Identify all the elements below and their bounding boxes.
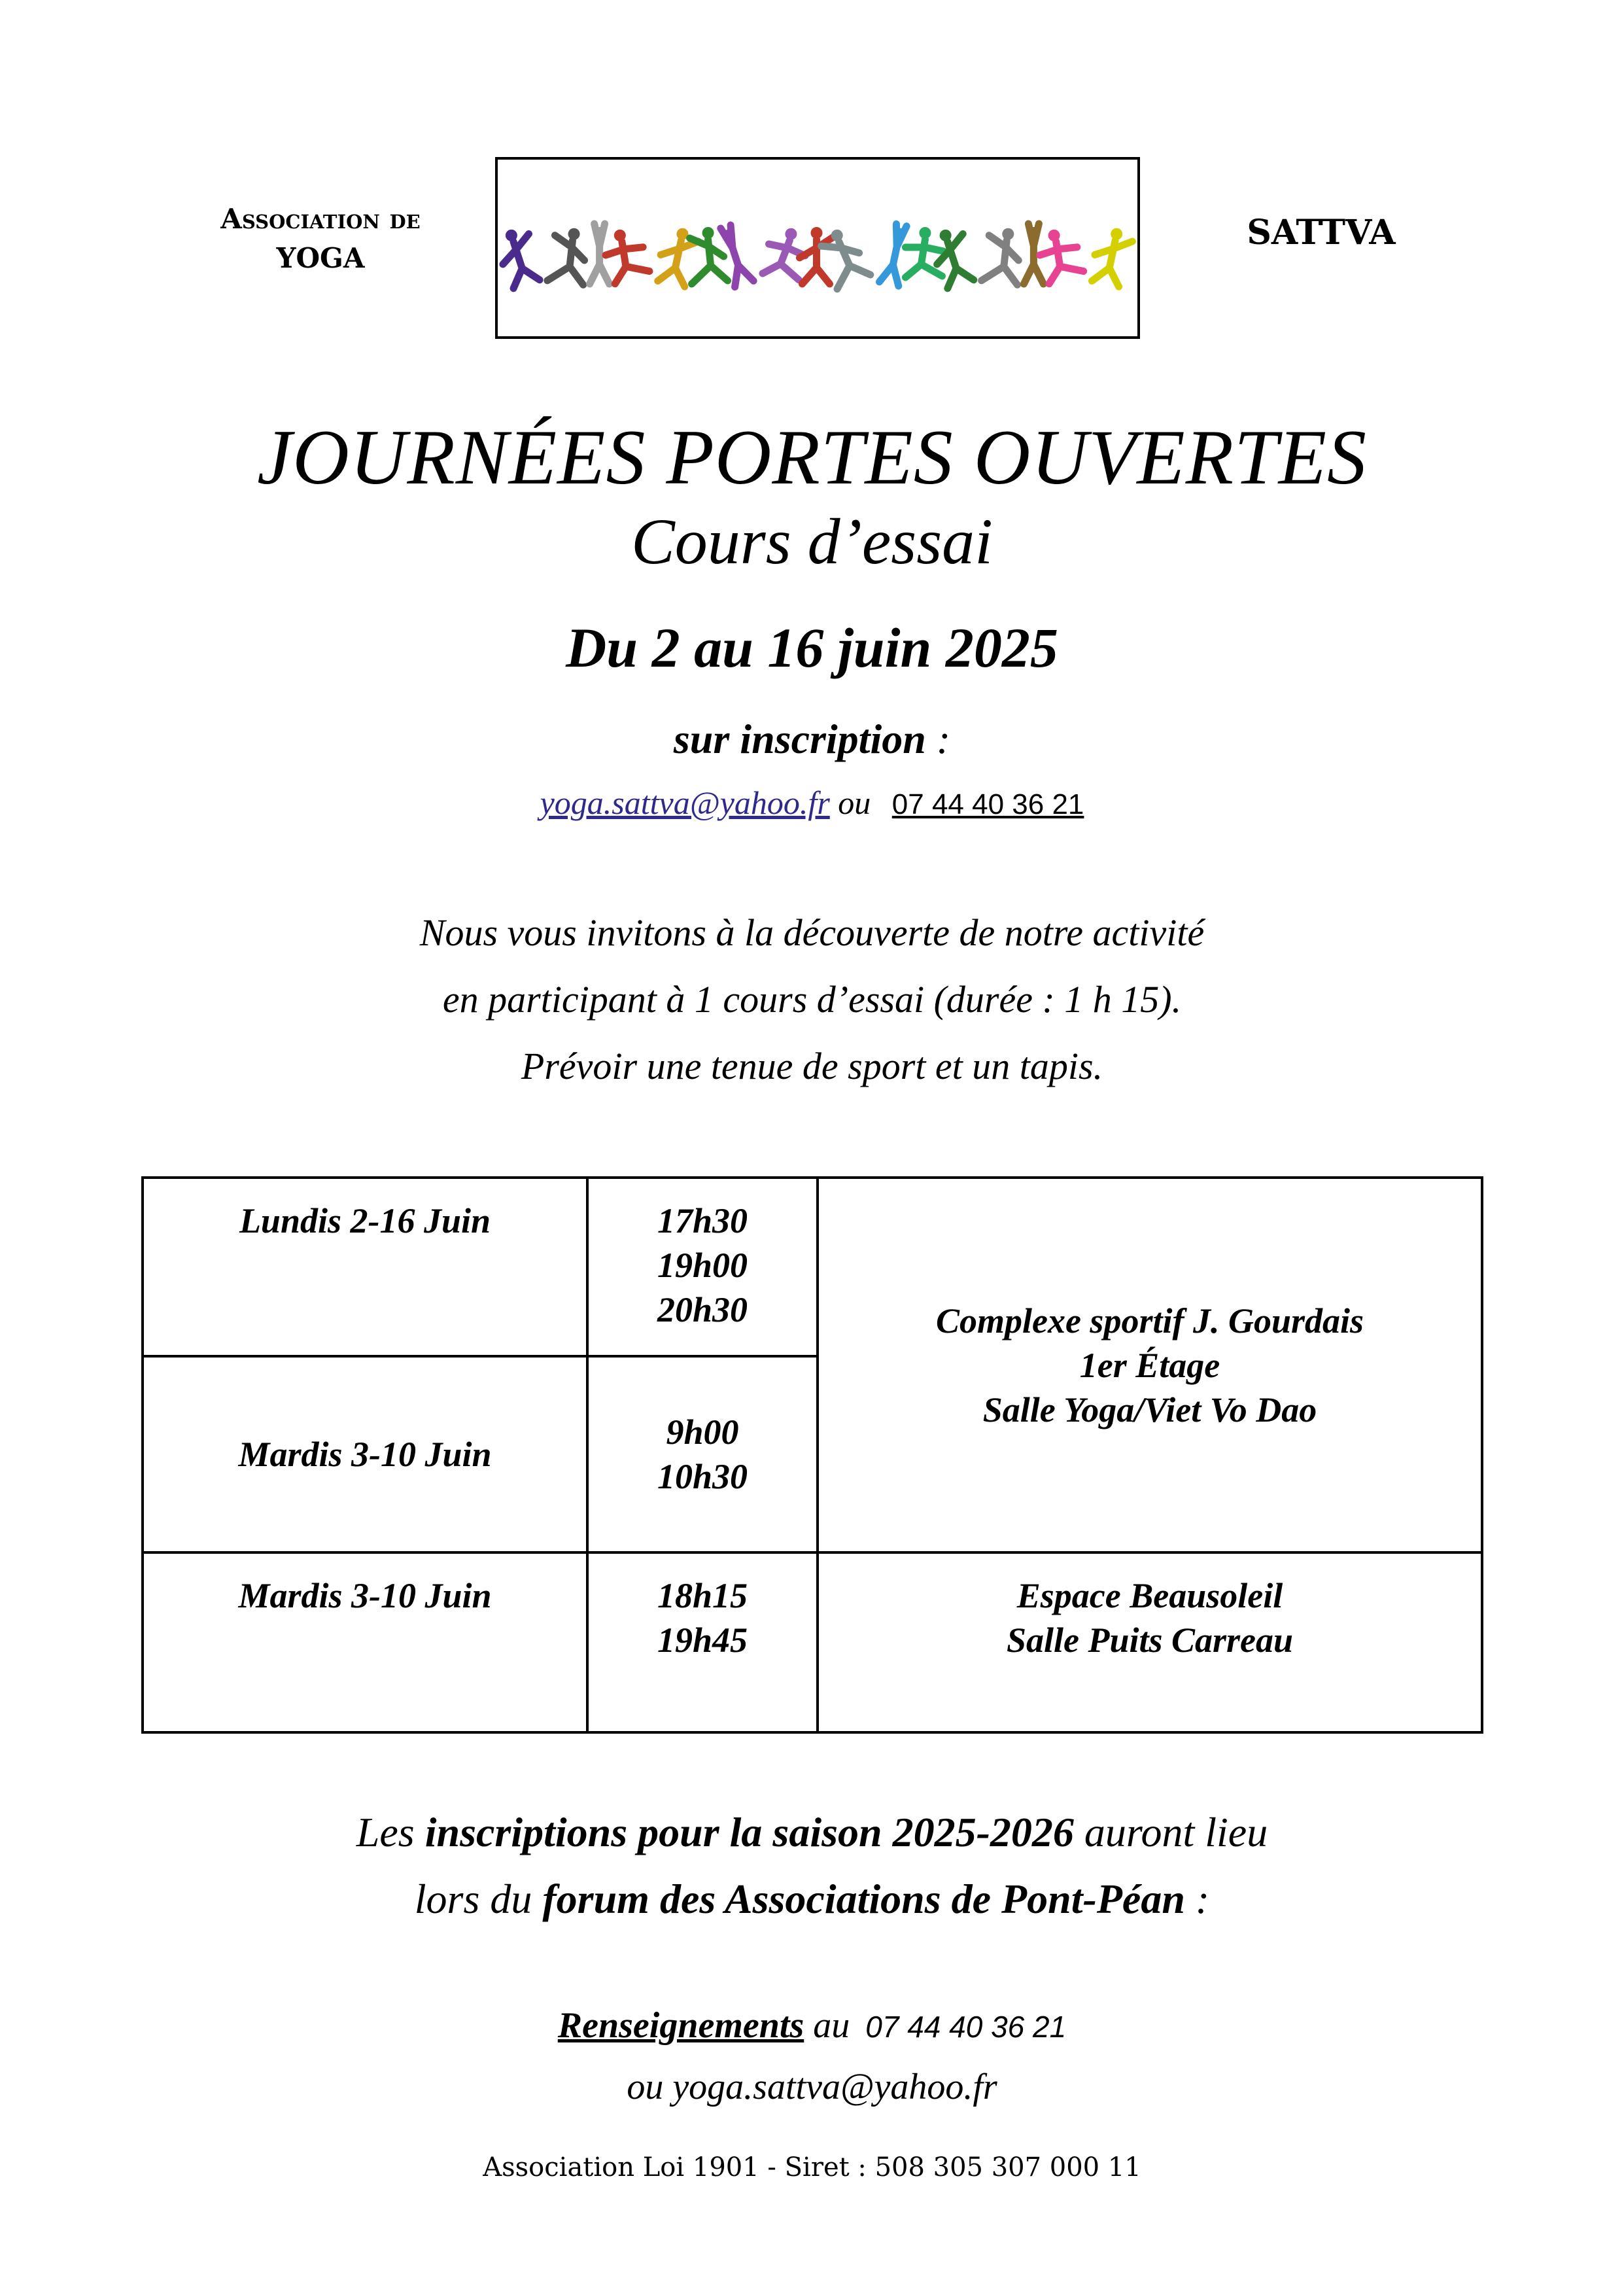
location-line: Espace Beausoleil (1016, 1576, 1283, 1615)
season-highlight: inscriptions pour la saison 2025-2026 (424, 1809, 1074, 1855)
location-line: 1er Étage (1079, 1345, 1220, 1385)
schedule-time: 18h15 (657, 1576, 748, 1615)
yoga-figure-icon (800, 227, 834, 284)
schedule-day: Lundis 2-16 Juin (143, 1178, 587, 1356)
text: auront lieu (1073, 1809, 1268, 1855)
footer-legal: Association Loi 1901 - Siret : 508 305 307 000 11 (483, 2152, 1141, 2182)
event-dates: Du 2 au 16 juin 2025 (566, 616, 1058, 679)
schedule-day: Mardis 3-10 Juin (143, 1552, 587, 1732)
email-link[interactable]: yoga.sattva@yahoo.fr (540, 784, 830, 821)
or-text: ou (829, 784, 879, 821)
yoga-figure-icon (905, 227, 943, 277)
yoga-figure-icon (980, 224, 1029, 288)
contact-label: Renseignements (557, 2005, 804, 2046)
association-line-2: YOGA (276, 242, 365, 274)
text: : (1184, 1876, 1210, 1922)
yoga-figures-logo (498, 160, 1137, 336)
location-line: Salle Puits Carreau (1006, 1621, 1294, 1660)
schedule-time: 17h30 (657, 1201, 748, 1240)
schedule-location (818, 1552, 1482, 1732)
intro-line: Nous vous invitons à la découverte de notre activité (419, 911, 1205, 954)
registration-line-2 (0, 1866, 1624, 1933)
contact-line-1 (0, 1995, 1624, 2057)
contact-info (0, 1995, 1624, 2117)
schedule-table (141, 1176, 1483, 1734)
forum-highlight: forum des Associations de Pont-Péan (542, 1876, 1185, 1922)
registration-line-1 (0, 1799, 1624, 1866)
location-line: Salle Yoga/Viet Vo Dao (982, 1390, 1317, 1429)
inscription-label: sur inscription (673, 716, 926, 762)
schedule-day: Mardis 3-10 Juin (143, 1356, 587, 1552)
registration-info (0, 1799, 1624, 1933)
yoga-figure-icon (1090, 224, 1135, 287)
page-title: JOURNÉES PORTES OUVERTES (256, 413, 1368, 500)
inscription-contact (0, 784, 1624, 822)
text: lors du (414, 1876, 543, 1922)
page-subtitle: Cours d’essai (631, 505, 993, 578)
text: au (804, 2005, 859, 2046)
schedule-time: 10h30 (657, 1457, 748, 1496)
yoga-figure-icon (927, 224, 977, 289)
contact-email-line: ou yoga.sattva@yahoo.fr (627, 2067, 997, 2107)
text: Les (356, 1809, 425, 1855)
schedule-time: 19h45 (657, 1621, 748, 1660)
association-line-1: Association de (220, 203, 421, 235)
inscription-colon: : (925, 716, 951, 762)
yoga-figure-icon (545, 224, 595, 288)
intro-line: Prévoir une tenue de sport et un tapis. (521, 1045, 1103, 1087)
phone-link[interactable]: 07 44 40 36 21 (891, 788, 1084, 820)
brand-name: SATTVA (1247, 213, 1396, 253)
location-line: Complexe sportif J. Gourdais (935, 1301, 1364, 1340)
schedule-time: 20h30 (657, 1290, 748, 1329)
association-label (170, 200, 471, 278)
contact-phone[interactable]: 07 44 40 36 21 (865, 2010, 1067, 2044)
yoga-logo-frame (495, 157, 1140, 339)
inscription-line (0, 715, 1624, 763)
schedule-time: 19h00 (657, 1246, 748, 1285)
intro-paragraph (0, 900, 1624, 1100)
schedule-times (587, 1178, 818, 1356)
schedule-times (587, 1356, 818, 1552)
intro-line: en participant à 1 cours d’essai (durée : 1 h 15). (442, 978, 1182, 1021)
yoga-figure-icon (498, 224, 544, 289)
schedule-location (818, 1178, 1482, 1552)
schedule-time: 9h00 (666, 1412, 739, 1452)
schedule-times (587, 1552, 818, 1732)
